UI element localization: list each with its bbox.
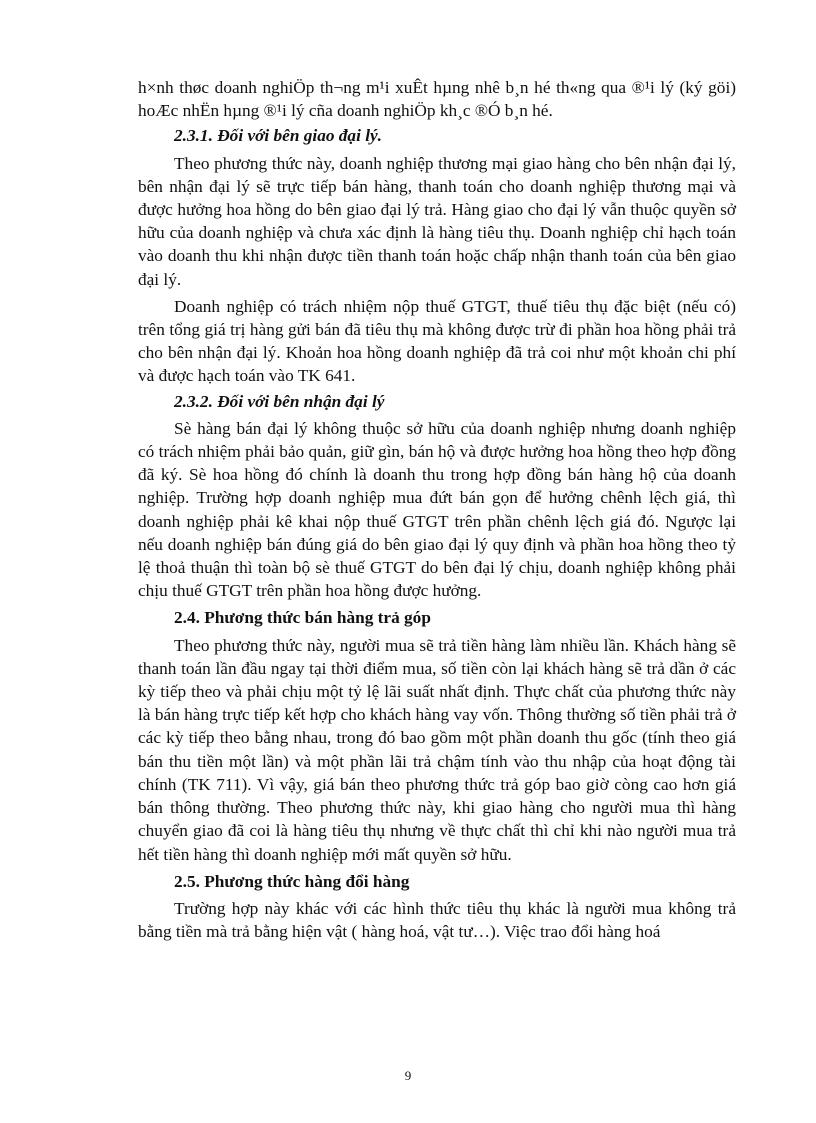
paragraph-agency-giver-2: Doanh nghiệp có trách nhiệm nộp thuế GTGT, thuế tiêu thụ đặc biệt (nếu có) trên tổng giá trị hàng gửi bán đã tiêu thụ mà không được trừ đi phần hoa hồng phải trả cho bên nhận đại lý. Khoản hoa hồng doanh nghiệp đã trả coi như một khoản chi phí và được hạch toán vào TK 641. <box>138 296 736 386</box>
heading-2-3-1: 2.3.1. Đối với bên giao đại lý. <box>174 126 382 146</box>
paragraph-intro: h×nh thøc doanh nghiÖp th¬ng m¹i xuÊt hµng nhê b¸n hé th«ng qua ®¹i lý (ký göi) hoÆc nhËn hµng ®¹i lý cña doanh nghiÖp kh¸c ®Ó b¸n hé. <box>138 78 736 121</box>
heading-2-5: 2.5. Phương thức hàng đổi hàng <box>174 871 410 891</box>
page-number: 9 <box>404 1068 412 1083</box>
heading-2-3-2: 2.3.2. Đối với bên nhận đại lý <box>174 391 385 411</box>
paragraph-agency-giver-1: Theo phương thức này, doanh nghiệp thương mại giao hàng cho bên nhận đại lý, bên nhận đại lý sẽ trực tiếp bán hàng, thanh toán cho doanh nghiệp thương mại và được hưởng hoa hồng do bên giao đại lý trả. Hàng giao cho đại lý vẫn thuộc quyền sở hữu của doanh nghiệp và chưa xác định là hàng tiêu thụ. Doanh nghiệp chỉ hạch toán vào doanh thu khi nhận được tiền thanh toán hoặc chấp nhận thanh toán của bên giao đại lý. <box>138 153 736 289</box>
document-page <box>138 76 736 943</box>
heading-2-4: 2.4. Phương thức bán hàng trả góp <box>174 608 431 628</box>
paragraph-barter: Trường hợp này khác với các hình thức tiêu thụ khác là người mua không trả bằng tiền mà trả bằng hiện vật ( hàng hoá, vật tư…). Việc trao đổi hàng hoá <box>138 898 736 942</box>
paragraph-installment: Theo phương thức này, người mua sẽ trả tiền hàng làm nhiều lần. Khách hàng sẽ thanh toán lần đầu ngay tại thời điểm mua, số tiền còn lại khách hàng sẽ trả dần ở các kỳ tiếp theo và phải chịu một tỷ lệ lãi suất nhất định. Thực chất của phương thức này là bán hàng trực tiếp kết hợp cho khách hàng vay vốn. Thông thường số tiền phải trả ở các kỳ tiếp theo bằng nhau, trong đó bao gồm một phần doanh thu gốc (tính theo giá bán thu tiền một lần) và một phần lãi trả chậm tính vào thu nhập của hoạt động tài chính (TK 711). Vì vậy, giá bán theo phương thức trả góp bao giờ còng cao hơn giá bán thông thường. Theo phương thức này, khi giao hàng cho người mua thì hàng chuyển giao đã coi là hàng tiêu thụ nhưng về thực chất thì chỉ khi nào người mua trả hết tiền hàng thì doanh nghiệp mới mất quyền sở hữu. <box>138 635 736 864</box>
paragraph-agency-receiver: Sè hàng bán đại lý không thuộc sở hữu của doanh nghiệp nhưng doanh nghiệp có trách nhiệm phải bảo quản, giữ gìn, bán hộ và được hưởng hoa hồng theo hợp đồng đã ký. Sè hoa hồng đó chính là doanh thu trong hợp đồng bán hàng hộ của doanh nghiệp. Trường hợp doanh nghiệp mua đứt bán gọn để hưởng chênh lệch giá, thì doanh nghiệp phải kê khai nộp thuế GTGT trên phần chênh lệch giá đó. Ngược lại nếu doanh nghiệp bán đúng giá do bên giao đại lý quy định và phần hoa hồng theo tỷ lệ thoả thuận thì toàn bộ sè thuế GTGT do bên đại lý chịu, doanh nghiệp không phải chịu thuế GTGT trên phần hoa hồng được hưởng. <box>138 418 736 601</box>
